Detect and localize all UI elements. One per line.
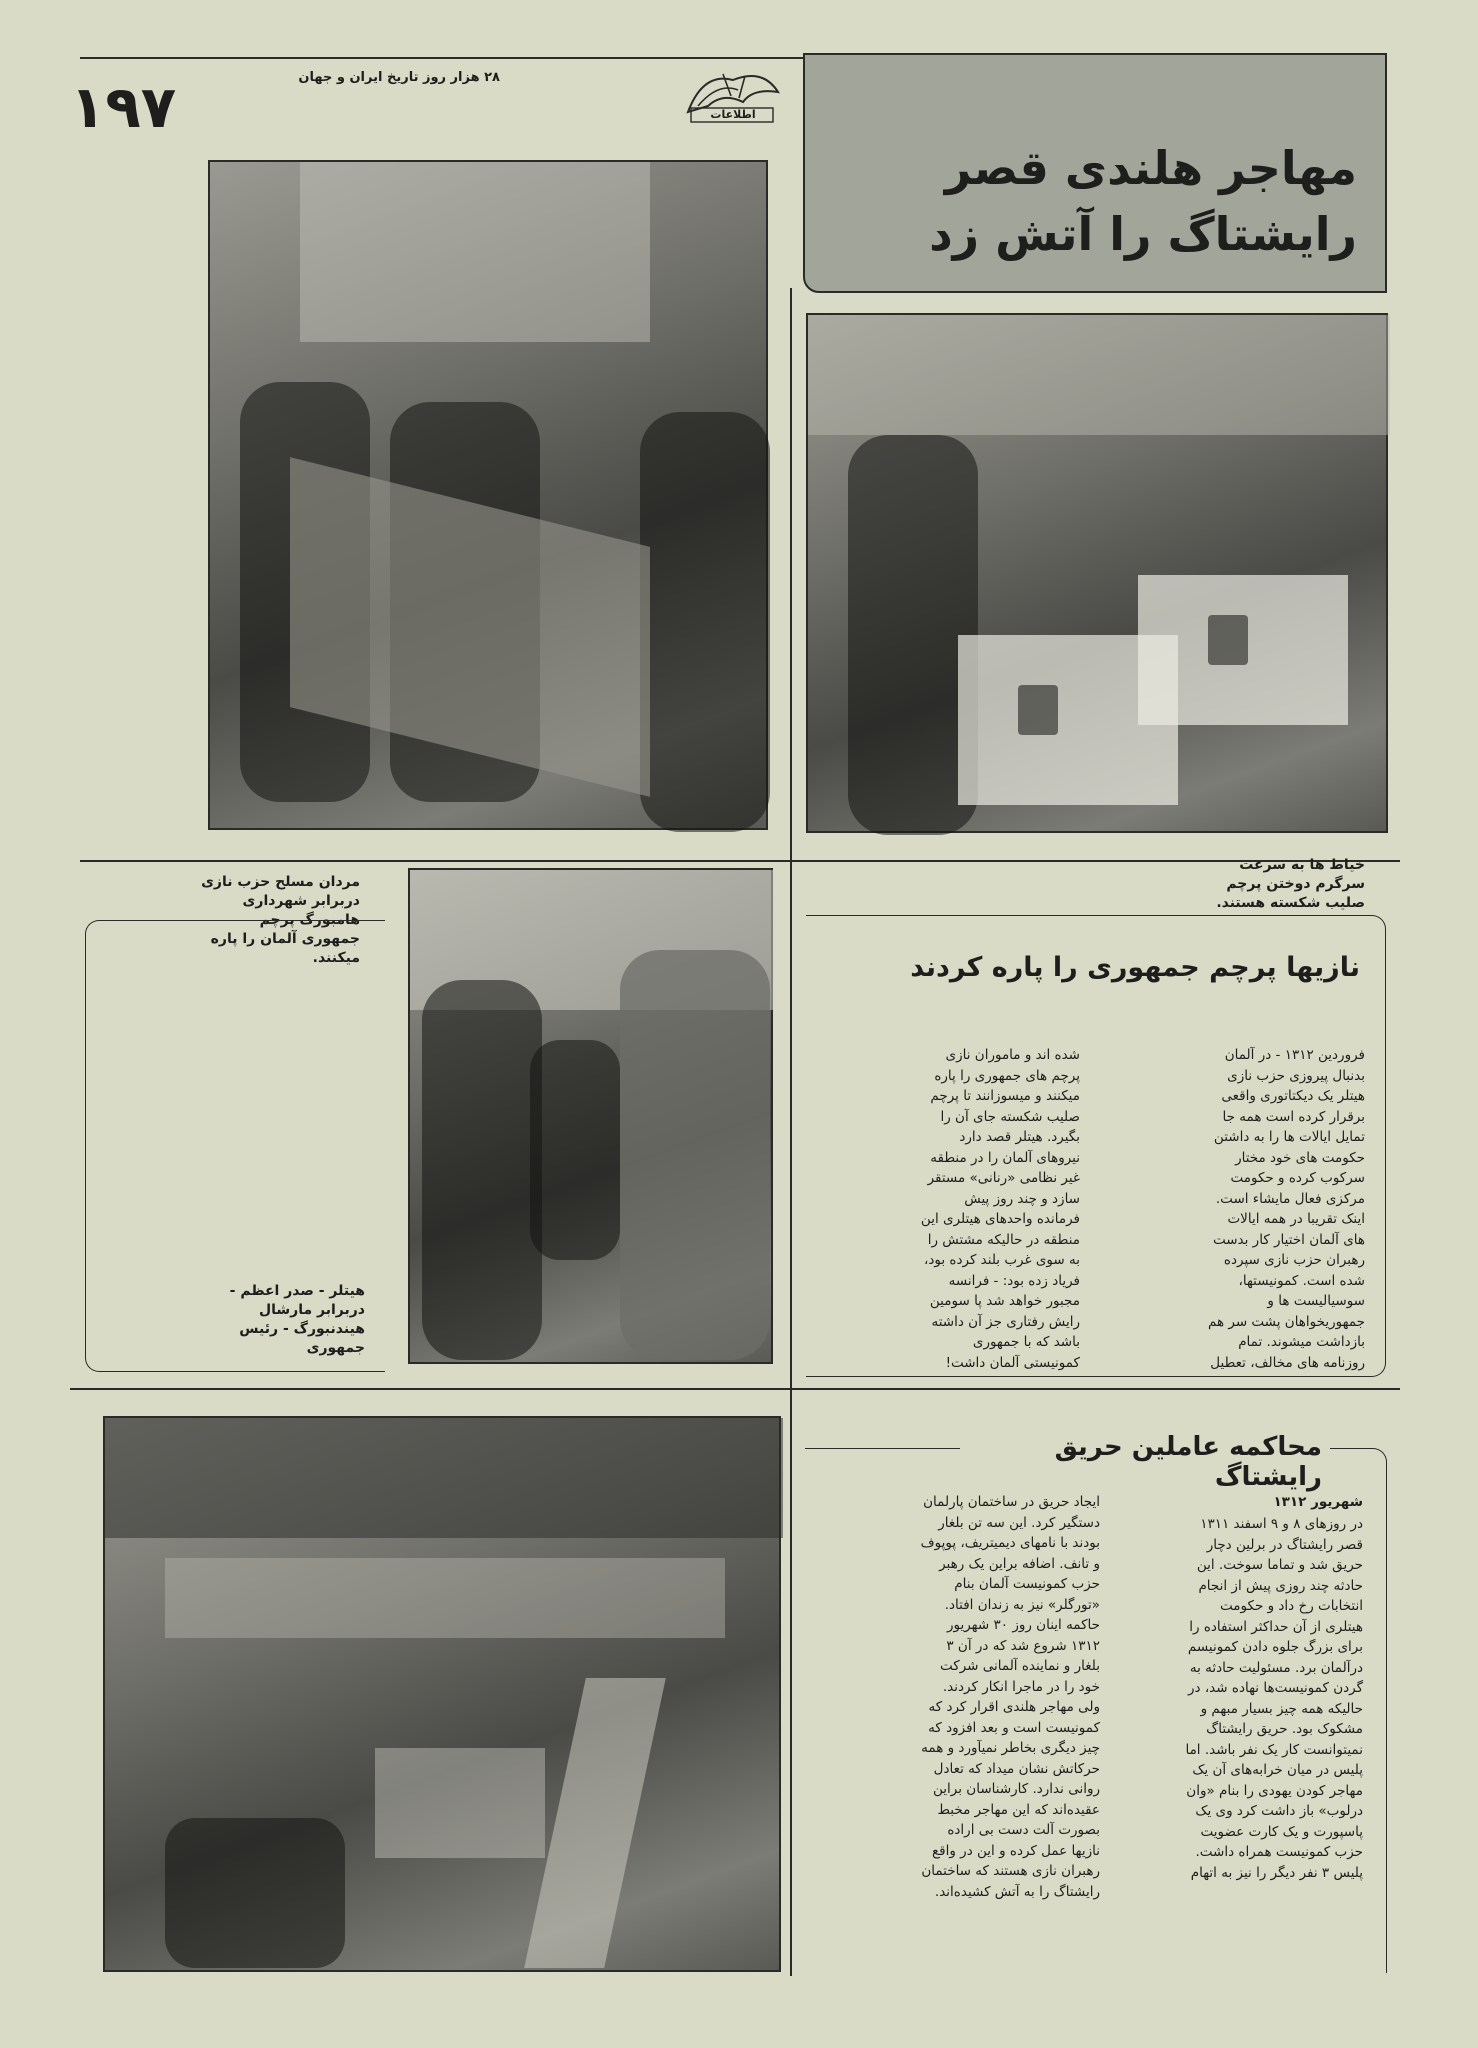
page-number: ۱۹۷ (70, 73, 177, 141)
center-column-rule (790, 288, 792, 1976)
caption-seamstresses: خیاط ها به سرعت سرگرم دوختن پرچم صلیب شکسته هستند. (1216, 857, 1365, 911)
header-rule (80, 57, 805, 59)
title-panel (803, 53, 1387, 293)
logo-text: اطلاعات (710, 108, 756, 121)
article2-title: محاکمه عاملین حریق رایشتاگ (960, 1432, 1330, 1472)
photo-seamstresses (806, 313, 1388, 833)
caption-flag-tearing: مردان مسلح حزب نازی دربرابر شهرداری هامبورگ پرچم جمهوری آلمان را پاره میکنند. (201, 874, 360, 966)
title-line-1: مهاجر هلندی قصر (944, 141, 1357, 195)
lower-horizontal-rule (70, 1388, 1400, 1390)
article2-column-right: در روزهای ۸ و ۹ اسفند ۱۳۱۱ قصر رایشتاگ در برلین دچار حریق شد و تماما سوخت. این حادثه چند روزی پیش از انجام انتخابات رخ داد و حکومت هیتلری از آن حداکثر استفاده را برای بزرگ جلوه دادن کمونیسم درآلمان برد. مسئولیت حادثه به گردن کمونیست‌ها نهاده شد، در حالیکه همه چیز بسیار مبهم و مشکوک بود. حریق رایشتاگ نمیتوانست کار یک نفر باشد. اما پلیس در میان خرابه‌های آن یک مهاجر کودن یهودی را بنام «وان درلوب» باز داشت کرد وی یک پاسپورت و یک کارت عضویت حزب کمونیست همراه داشت. پلیس ۳ نفر دیگر را نیز به اتهام (1185, 1516, 1363, 1881)
photo-hitler-hindenburg (408, 868, 773, 1364)
title-line-2: رایشتاگ را آتش زد (929, 207, 1357, 261)
newspaper-logo (683, 62, 783, 126)
article1-title: نازیها پرچم جمهوری را پاره کردند (910, 952, 1360, 983)
article2-column-left: ایجاد حریق در ساختمان پارلمان دستگیر کرد. این سه تن بلغار بودند با نامهای دیمیتریف، پوپوف و تانف. اضافه براین یک رهبر حزب کمونیست آلمان بنام «تورگلر» نیز به زندان افتاد. حاکمه اینان روز ۳۰ شهریور ۱۳۱۲ شروع شد که در آن ۳ بلغار و نماینده آلمانی شرکت خود را در ماجرا انکار کردند. ولی مهاجر هلندی اقرار کرد که کمونیست است و بعد افزود که چیز دیگری بخاطر نمیآورد و همه حرکاتش نشان میداد که تعادل روانی ندارد. کارشناسان براین عقیده‌اند که این مهاجر مخبط بصورت آلت دست بی اراده نازیها عمل کرده و این در واقع رهبران نازی هستند که ساختمان رایشتاگ را به آتش کشیده‌اند. (920, 1494, 1100, 1900)
article1-column-left: شده اند و ماموران نازی پرچم های جمهوری را پاره میکنند و میسوزانند تا پرچم صلیب شکسته جای آن را بگیرد. هیتلر قصد دارد نیروهای آلمان را در منطقه غیر نظامی «رنانی» مستقر سازد و چند روز پیش فرمانده واحدهای هیتلری این منطقه در حالیکه مشتش را به سوی غرب بلند کرده بود، فریاد زده بود: - فرانسه مجبور خواهد شد پا سومین رایش رفتاری جز آن داشته باشد که با جمهوری کمونیستی آلمان داشت! (920, 1047, 1080, 1371)
photo-trial (103, 1416, 781, 1972)
photo-flag-tearing (208, 160, 768, 830)
article2-dateline: شهریور ۱۳۱۲ (1273, 1494, 1363, 1510)
article1-column-right: فروردین ۱۳۱۲ - در آلمان بدنبال پیروزی حزب نازی هیتلر یک دیکتاتوری واقعی برقرار کرده است همه جا تمایل ایالات ها را به داشتن حکومت های خود مختار سرکوب کرده و حکومت مرکزی فعال مایشاء است. اینک تقریبا در همه ایالات های آلمان اختیار کار بدست رهبران حزب نازی سپرده شده است. کمونیستها، سوسیالیست ها و جمهوریخواهان پشت سر هم بازداشت میشوند. تمام روزنامه های مخالف، تعطیل (1207, 1047, 1365, 1371)
series-title: ۲۸ هزار روز تاریخ ایران و جهان (298, 70, 500, 85)
caption-hitler-hindenburg: هیتلر - صدر اعظم - دربرابر مارشال هیندنبورگ - رئیس جمهوری (229, 1283, 365, 1356)
